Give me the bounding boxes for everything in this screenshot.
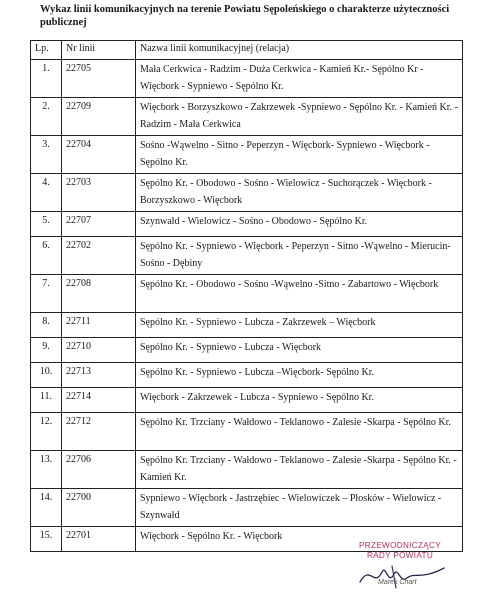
cell-name: Więcbork - Sępólno Kr. - Więcbork (136, 527, 463, 552)
cell-nr: 22714 (62, 388, 136, 413)
cell-nr: 22713 (62, 363, 136, 388)
cell-lp: 1. (31, 60, 62, 98)
cell-name: Sępólno Kr. - Sypniewo - Lubcza - Zakrzewek – Więcbork (136, 313, 463, 338)
header-name: Nazwa linii komunikacyjnej (relacja) (136, 41, 463, 60)
cell-lp: 3. (31, 136, 62, 174)
cell-lp: 7. (31, 275, 62, 313)
table-row (31, 313, 463, 338)
cell-name: Sępólno Kr. Trzciany - Wałdowo - Teklanowo - Zalesie -Skarpa - Sępólno Kr. (136, 413, 463, 451)
table-row (31, 136, 463, 174)
cell-nr: 22703 (62, 174, 136, 212)
cell-lp: 14. (31, 489, 62, 527)
table-row (31, 60, 463, 98)
cell-lp: 8. (31, 313, 62, 338)
table-row (31, 338, 463, 363)
cell-name: Sępólno Kr. Trzciany - Wałdowo - Teklanowo - Zalesie -Skarpa - Sępólno Kr. - Kamień Kr. (136, 451, 463, 489)
cell-nr: 22711 (62, 313, 136, 338)
table-row (31, 174, 463, 212)
cell-nr: 22706 (62, 451, 136, 489)
cell-name: Mała Cerkwica - Radzim - Duża Cerkwica - Kamień Kr.- Sępólno Kr - Więcbork - Sypniewo - Sępólno Kr. (136, 60, 463, 98)
table-row (31, 388, 463, 413)
cell-lp: 9. (31, 338, 62, 363)
cell-lp: 15. (31, 527, 62, 552)
cell-nr: 22700 (62, 489, 136, 527)
cell-name: Sępólno Kr. - Sypniewo - Więcbork - Peperzyn - Sitno -Wąwelno - Mierucin- Sośno - Dębiny (136, 237, 463, 275)
cell-name: Sępólno Kr. - Sypniewo - Lubcza - Więcbork (136, 338, 463, 363)
cell-lp: 10. (31, 363, 62, 388)
cell-name: Sośno -Wąwelno - Sitno - Peperzyn - Więcbork- Sypniewo - Więcbork - Sępólno Kr. (136, 136, 463, 174)
table-row (31, 237, 463, 275)
cell-nr: 22701 (62, 527, 136, 552)
header-nr: Nr linii (62, 41, 136, 60)
cell-lp: 11. (31, 388, 62, 413)
cell-lp: 12. (31, 413, 62, 451)
cell-nr: 22712 (62, 413, 136, 451)
stamp-line-1: PRZEWODNICZĄCY (359, 541, 441, 550)
cell-nr: 22704 (62, 136, 136, 174)
table-row (31, 98, 463, 136)
cell-lp: 2. (31, 98, 62, 136)
cell-lp: 6. (31, 237, 62, 275)
table-header-row (31, 41, 463, 60)
cell-nr: 22705 (62, 60, 136, 98)
cell-nr: 22708 (62, 275, 136, 313)
cell-nr: 22707 (62, 212, 136, 237)
document-title: Wykaz linii komunikacyjnych na terenie Powiatu Sępoleńskiego o charakterze użyteczności publicznej (40, 4, 450, 28)
official-stamp (345, 541, 455, 561)
cell-name: Sypniewo - Więcbork - Jastrzębiec - Wielowiczek – Płosków - Wielowicz - Szynwałd (136, 489, 463, 527)
table-row (31, 275, 463, 313)
table-row (31, 363, 463, 388)
cell-nr: 22709 (62, 98, 136, 136)
lines-table (30, 40, 463, 552)
cell-name: Więcbork - Borzyszkowo - Zakrzewek -Sypniewo - Sępólno Kr. - Kamień Kr. - Radzim - Mała Cerkwica (136, 98, 463, 136)
cell-nr: 22702 (62, 237, 136, 275)
cell-name: Więcbork - Zakrzewek - Lubcza - Sypniewo - Sępólno Kr. (136, 388, 463, 413)
table-row (31, 212, 463, 237)
stamp-line-2: RADY POWIATU (366, 551, 434, 560)
cell-lp: 5. (31, 212, 62, 237)
cell-name: Sępólno Kr. - Obodowo - Sośno - Wielowicz - Suchorączek - Więcbork - Borzyszkowo - Więcbork (136, 174, 463, 212)
cell-name: Sępólno Kr. - Obodowo - Sośno -Wąwelno -Sitno - Zabartowo - Więcbork (136, 275, 463, 313)
cell-lp: 4. (31, 174, 62, 212)
cell-name: Szynwałd - Wielowicz - Sośno - Obodowo - Sępólno Kr. (136, 212, 463, 237)
header-lp: Lp. (31, 41, 62, 60)
table-row (31, 489, 463, 527)
cell-nr: 22710 (62, 338, 136, 363)
signature-name: Marek Chart (378, 579, 417, 586)
table-row (31, 451, 463, 489)
table-row (31, 413, 463, 451)
cell-name: Sępólno Kr. - Sypniewo - Lubcza –Więcbork- Sępólno Kr. (136, 363, 463, 388)
cell-lp: 13. (31, 451, 62, 489)
